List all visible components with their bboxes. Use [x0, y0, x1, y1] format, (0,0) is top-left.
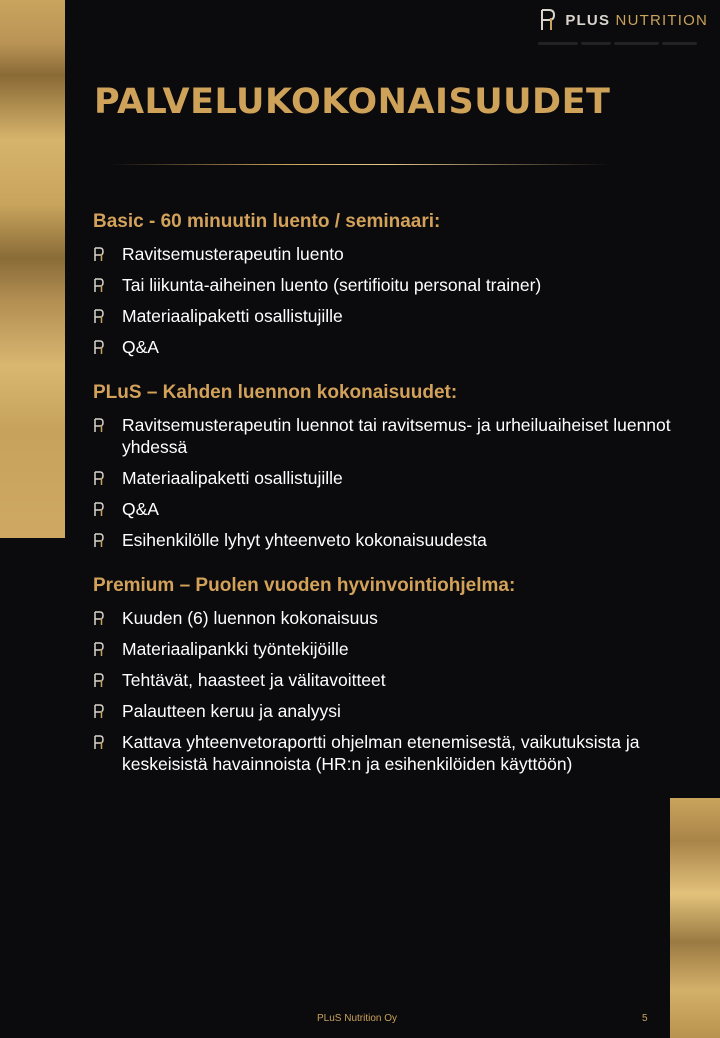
footer-company-name: PLuS Nutrition Oy: [317, 1013, 398, 1024]
pn-bullet-icon: [93, 247, 106, 262]
brand-tagline-decoration: [538, 40, 708, 46]
list-item-text: Kattava yhteenvetoraportti ohjelman etenemisestä, vaikutuksista ja keskeisistä havainnoista (HR:n ja esihenkilöiden käyttöön): [122, 732, 640, 774]
pn-monogram-icon: [539, 8, 559, 32]
service-packages: [93, 207, 683, 795]
list-item: [93, 336, 683, 358]
brand-name: [565, 12, 708, 29]
list-item-text: Q&A: [122, 499, 159, 519]
section-plus: [93, 378, 683, 551]
page-number: 5: [642, 1013, 648, 1024]
list-item: [93, 305, 683, 327]
list-item: [93, 467, 683, 489]
list-item-text: Ravitsemusterapeutin luento: [122, 244, 344, 264]
list-item-text: Palautteen keruu ja analyysi: [122, 701, 341, 721]
list-item: [93, 498, 683, 520]
section-list: [93, 607, 683, 775]
pn-bullet-icon: [93, 309, 106, 324]
brand-name-accent: NUTRITION: [615, 11, 708, 29]
list-item: [93, 700, 683, 722]
list-item-text: Esihenkilölle lyhyt yhteenveto kokonaisuudesta: [122, 530, 487, 550]
section-list: [93, 414, 683, 551]
gold-accent-bar-right: [670, 798, 720, 1038]
section-title: Premium – Puolen vuoden hyvinvointiohjelma:: [93, 575, 516, 596]
section-title: PLuS – Kahden luennon kokonaisuudet:: [93, 382, 458, 403]
pn-bullet-icon: [93, 704, 106, 719]
list-item-text: Q&A: [122, 337, 159, 357]
brand-logo: [539, 8, 708, 32]
section-list: [93, 243, 683, 358]
list-item: [93, 414, 683, 458]
list-item-text: Ravitsemusterapeutin luennot tai ravitsemus- ja urheiluaiheiset luennot yhdessä: [122, 415, 671, 457]
pn-bullet-icon: [93, 471, 106, 486]
pn-bullet-icon: [93, 418, 106, 433]
pn-bullet-icon: [93, 533, 106, 548]
page-title: PALVELUKOKONAISUUDET: [94, 82, 611, 122]
pn-bullet-icon: [93, 502, 106, 517]
list-item-text: Materiaalipaketti osallistujille: [122, 306, 343, 326]
list-item-text: Kuuden (6) luennon kokonaisuus: [122, 608, 378, 628]
gold-accent-bar-left: [0, 0, 65, 538]
pn-bullet-icon: [93, 611, 106, 626]
list-item: [93, 669, 683, 691]
brand-name-primary: PLUS: [565, 11, 611, 29]
list-item-text: Materiaalipankki työntekijöille: [122, 639, 349, 659]
list-item-text: Tai liikunta-aiheinen luento (sertifioitu personal trainer): [122, 275, 542, 295]
list-item: [93, 638, 683, 660]
pn-bullet-icon: [93, 642, 106, 657]
pn-bullet-icon: [93, 278, 106, 293]
list-item: [93, 243, 683, 265]
pn-bullet-icon: [93, 735, 106, 750]
list-item: [93, 731, 683, 775]
section-premium: [93, 571, 683, 775]
pn-bullet-icon: [93, 340, 106, 355]
list-item-text: Tehtävät, haasteet ja välitavoitteet: [122, 670, 386, 690]
list-item: [93, 274, 683, 296]
pn-bullet-icon: [93, 673, 106, 688]
list-item-text: Materiaalipaketti osallistujille: [122, 468, 343, 488]
title-divider: [110, 164, 610, 165]
list-item: [93, 607, 683, 629]
section-title: Basic - 60 minuutin luento / seminaari:: [93, 211, 441, 232]
section-basic: [93, 207, 683, 358]
list-item: [93, 529, 683, 551]
